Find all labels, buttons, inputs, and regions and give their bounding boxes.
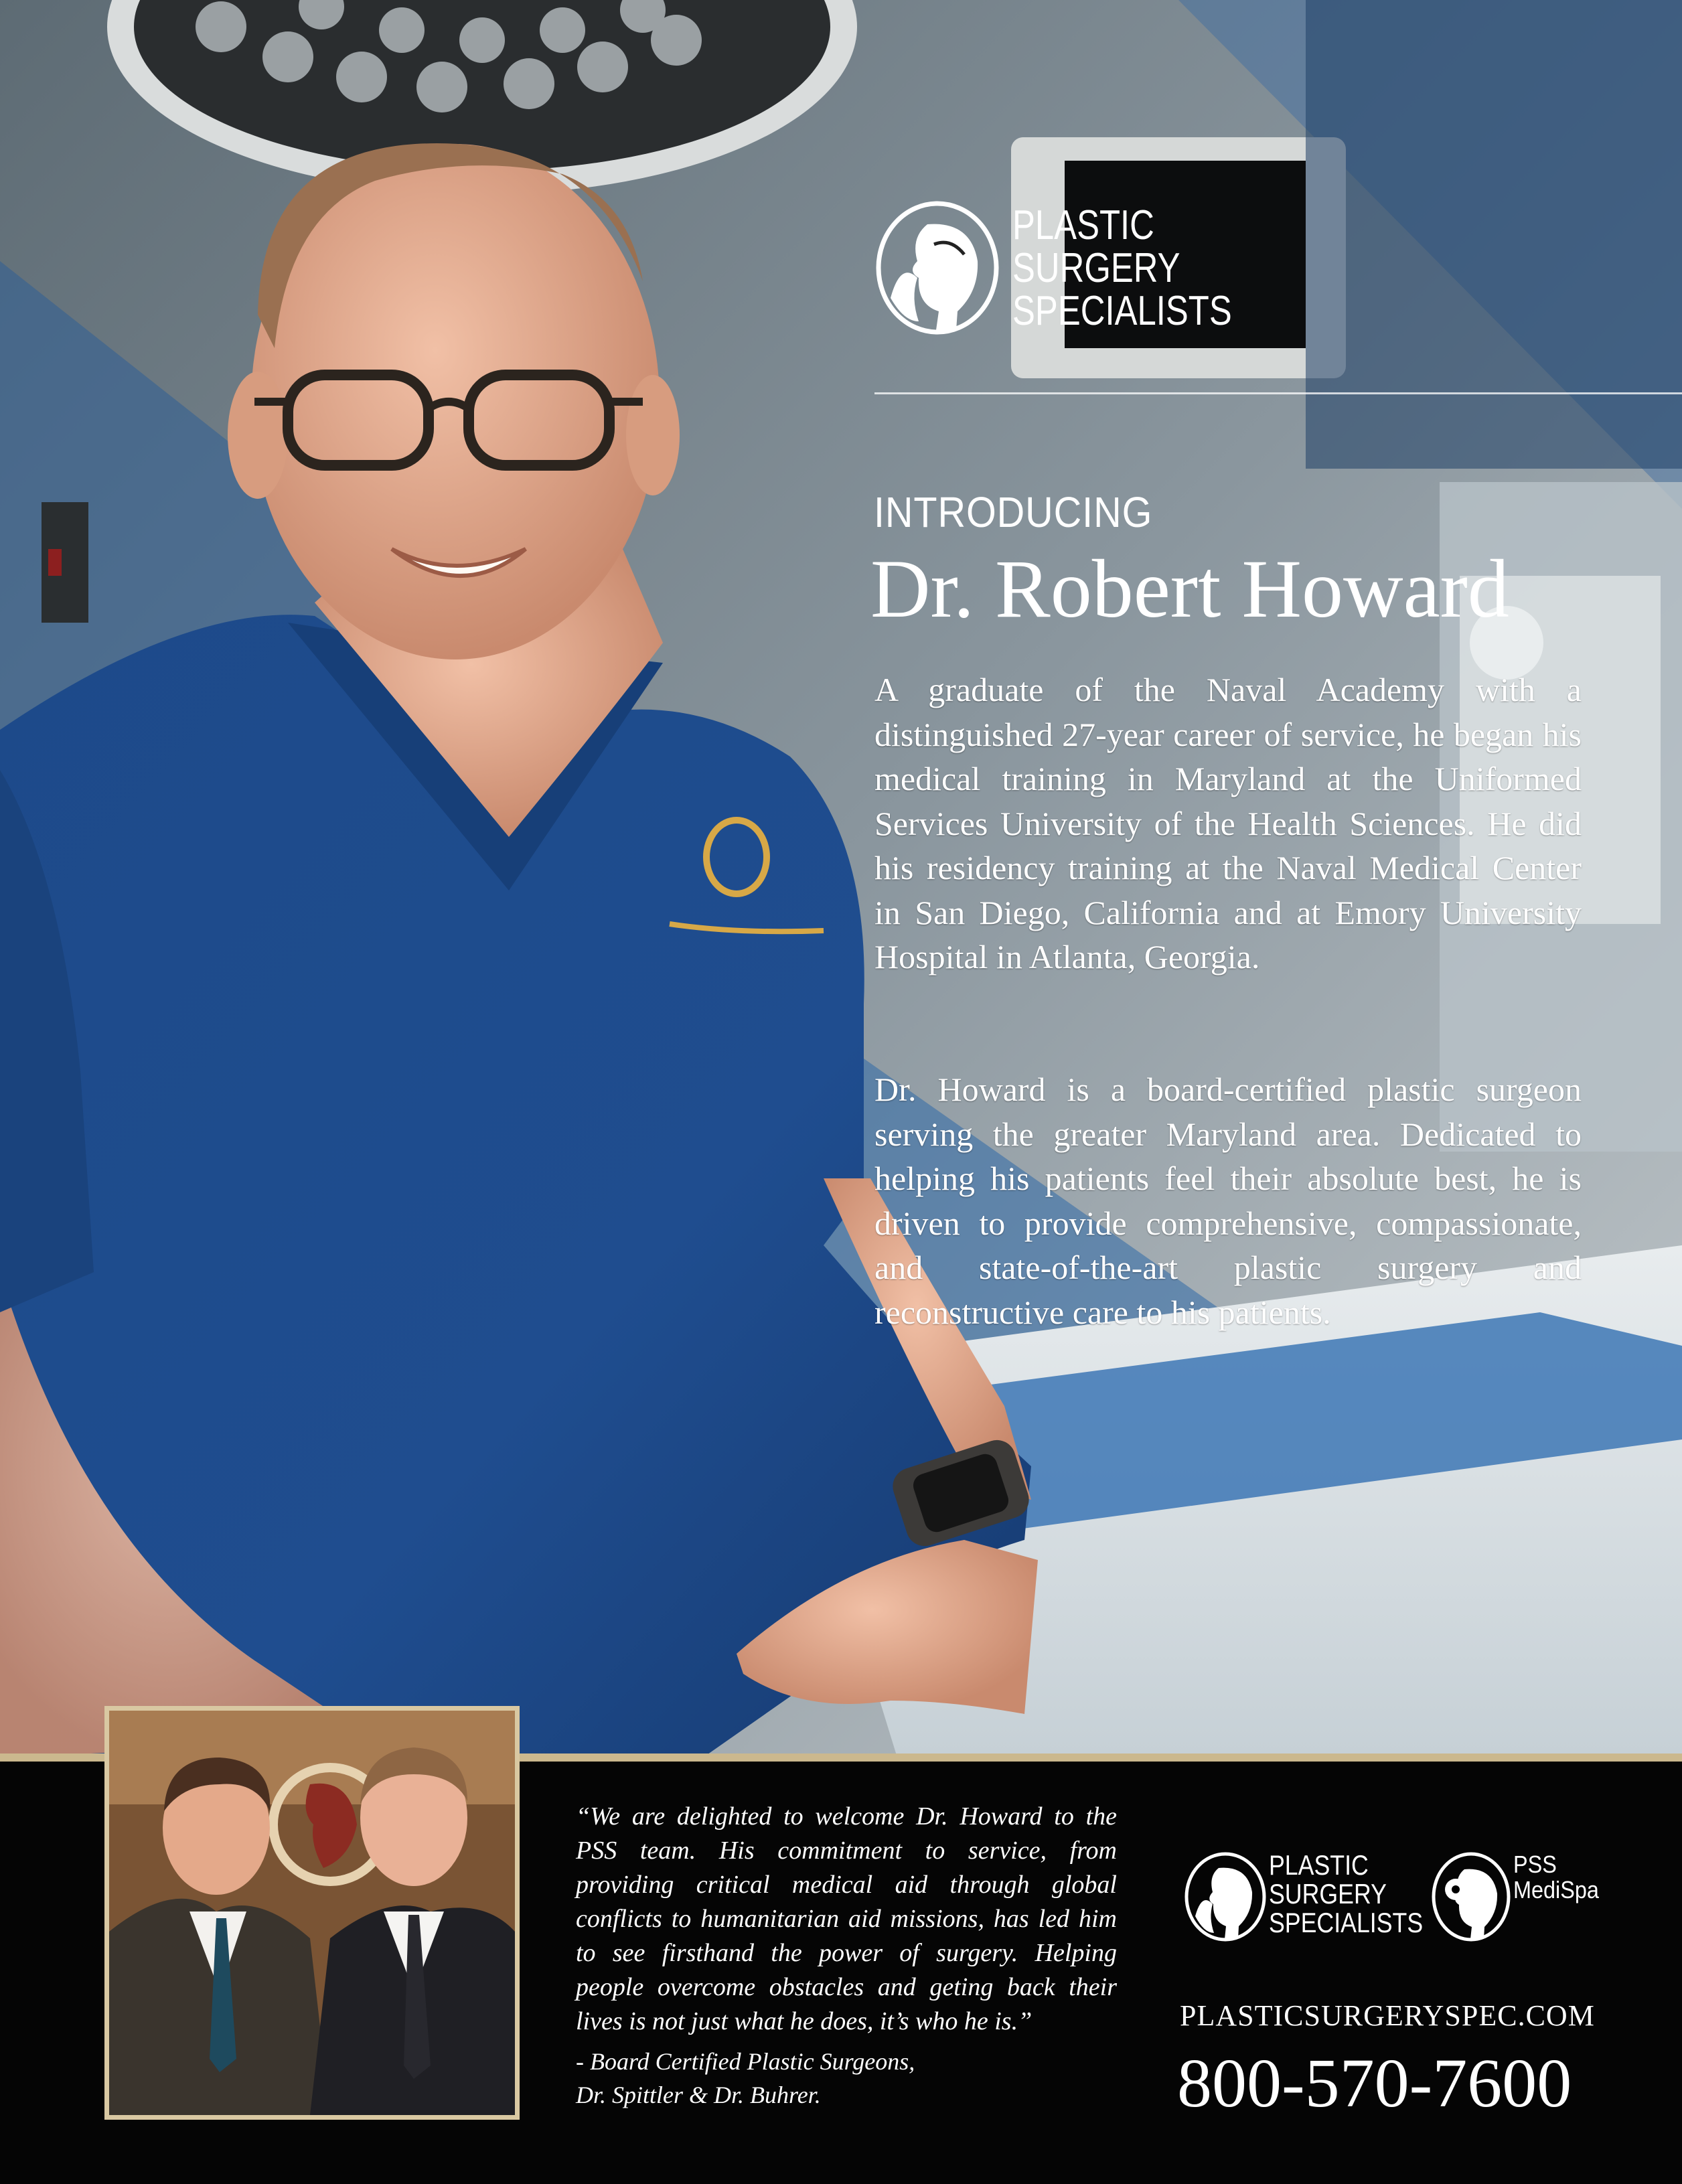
intro-eyebrow: INTRODUCING [874,488,1153,536]
medispa-word-1: PSS [1513,1851,1557,1878]
bio-paragraph-2: Dr. Howard is a board-certified plastic surgeon serving the greater Maryland area. Dedicated to helping his patients feel their absolute best, he is driven to provide comprehensive, compassionate, and state-of-the-art plastic surgery and reconstructive care to his patients. [874,1071,1582,1331]
footer-logo-word-1: PLASTIC [1269,1849,1369,1881]
logo-word-1: PLASTIC [1012,202,1154,248]
footer-logo-word-2: SURGERY [1269,1878,1387,1909]
divider-line [874,392,1682,394]
attribution-line-2: Dr. Spittler & Dr. Buhrer. [576,2082,821,2108]
flower-face-logo-icon [1429,1849,1513,1944]
face-in-hand-logo-icon [1182,1849,1269,1944]
quote-attribution [576,2045,1117,2112]
medispa-word-2: MediSpa [1513,1876,1599,1903]
team-photo [104,1706,520,2120]
footer-logo-word-3: SPECIALISTS [1269,1907,1424,1938]
two-surgeons-photo [109,1711,515,2115]
attribution-line-1: - Board Certified Plastic Surgeons, [576,2048,915,2075]
face-in-hand-logo-icon [870,198,1004,338]
bio-paragraph-1: A graduate of the Naval Academy with a distinguished 27-year career of service, he began his medical training in Maryland at the Uniformed Services University of the Health Sciences. He did his residency training at the Naval Medical Center in San Diego, California and at Emory University Hospital in Atlanta, Georgia. [874,671,1582,976]
doctor-name-heading: Dr. Robert Howard [870,543,1509,635]
logo-word-3: SPECIALISTS [1012,288,1232,334]
pss-logo-footer [1182,1845,1430,1946]
phone-number: 800-570-7600 [1177,2045,1572,2122]
footer-logo-wordmark [1269,1851,1423,1937]
testimonial-quote: “We are delighted to welcome Dr. Howard to the PSS team. His commitment to service, from providing critical medical aid through global conflicts to humanitarian aid missions, has led him to see firsthand the power of surgery. Helping people overcome obstacles and geting back their lives is not just what he does, it’s who he is.” [576,1802,1117,2035]
medispa-wordmark [1513,1852,1599,1903]
logo-word-2: SURGERY [1012,245,1180,291]
website-url: PLASTICSURGERYSPEC.COM [1180,1999,1595,2032]
pss-logo-header [870,198,1232,345]
medispa-logo [1429,1845,1630,1946]
logo-wordmark [1012,204,1232,333]
